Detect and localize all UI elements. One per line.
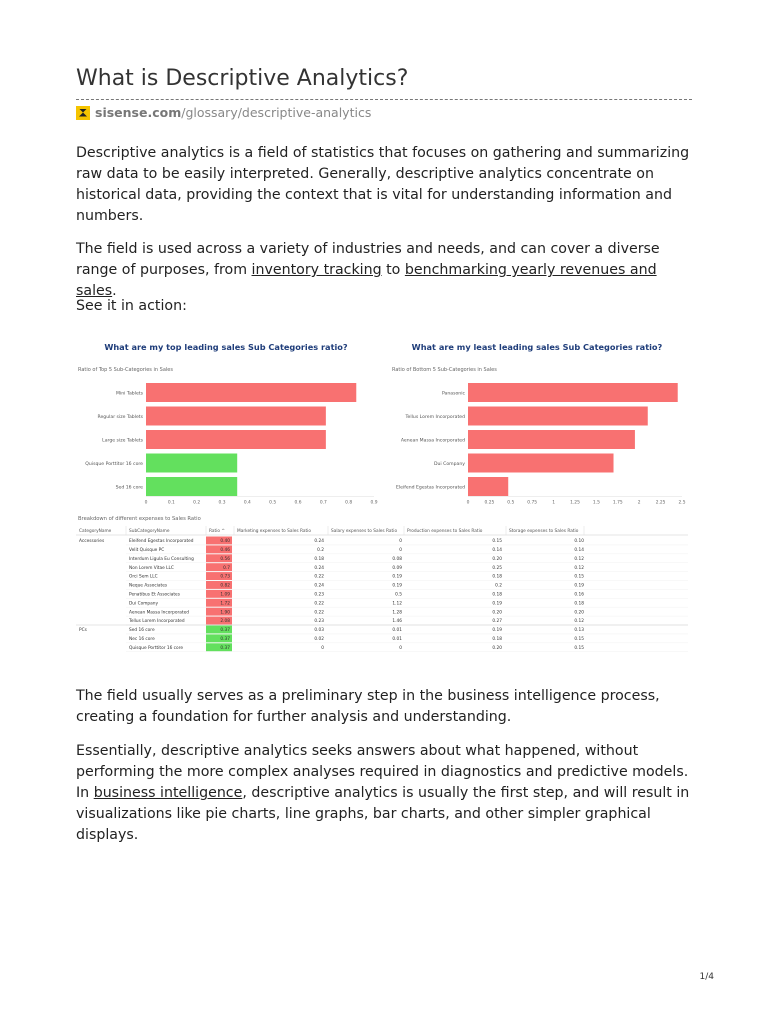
x-tick-label: 1.25 [570,500,580,506]
table-value-cell: 0.02 [314,636,324,642]
table-value-cell: 1.90 [220,610,230,616]
table-value-cell: 0 [399,547,402,553]
table-value-cell: 0.23 [314,592,324,598]
table-value-cell: 0.19 [492,601,502,607]
table-value-cell: 2.08 [220,619,230,625]
table-value-cell: 0.20 [492,645,502,651]
bar [146,430,326,449]
table-value-cell: 0.2 [317,547,324,553]
table-value-cell: 0.37 [220,645,230,651]
table-header-2: Ratio ^ [209,529,225,534]
bar [468,383,678,402]
table-value-cell: 0.22 [314,610,324,616]
bar-category-label: Large size Tablets [102,438,143,444]
bar-category-label: Dui Company [433,461,465,467]
bar [146,477,237,496]
x-tick-label: 0.3 [218,500,226,506]
bar [468,430,635,449]
table-value-cell: 0.25 [492,565,502,571]
table-value-cell: 0.19 [574,583,584,589]
x-tick-label: 1.5 [592,500,600,506]
x-tick-label: 0.2 [193,500,201,506]
x-tick-label: 0.8 [345,500,353,506]
table-value-cell: 0.22 [314,601,324,607]
table-value-cell: 0.24 [314,565,324,571]
chart-subtitle-least: Ratio of Bottom 5 Sub-Categories in Sales [392,367,497,373]
table-value-cell: 0.18 [314,556,324,562]
link-inventory-tracking[interactable]: inventory tracking [251,262,382,278]
bar [468,407,648,426]
table-value-cell: 0.24 [314,539,324,545]
table-value-cell: 0.15 [574,636,584,642]
table-value-cell: 0.73 [220,574,230,580]
paragraph-essentially [76,741,696,846]
bar [146,383,356,402]
table-value-cell: 0.23 [314,619,324,625]
table-subcategory-cell: Sed 16 core [129,628,155,634]
table-value-cell: 0.37 [220,628,230,634]
table-value-cell: 0.20 [492,610,502,616]
table-value-cell: 1.28 [392,610,402,616]
table-value-cell: 0 [399,645,402,651]
table-value-cell: 0.14 [492,547,502,553]
chart-title-top: What are my top leading sales Sub Categories ratio? [104,342,348,352]
x-tick-label: 2.5 [678,500,686,506]
table-subcategory-cell: Eleifend Egestas Incorporated [129,539,194,545]
table-subcategory-cell: Neque Associates [129,583,168,589]
table-value-cell: 1.46 [392,619,402,625]
table-value-cell: 0.56 [220,556,230,562]
bar-category-label: Aenean Massa Incorporated [400,438,465,444]
table-category-cell: Accessories [79,539,105,545]
bar-category-label: Sed 16 core [115,485,143,491]
page-title: What is Descriptive Analytics? [76,66,409,91]
table-value-cell: 0.22 [314,574,324,580]
table-value-cell: 0.24 [314,583,324,589]
paragraph-text: to [381,262,405,278]
x-tick-label: 1 [552,500,555,506]
table-value-cell: 0.12 [574,565,584,571]
table-value-cell: 0.40 [220,539,230,545]
x-tick-label: 0.5 [507,500,515,506]
table-value-cell: 0.7 [223,565,230,571]
x-tick-label: 0.1 [167,500,175,506]
table-subcategory-cell: Orci Sem LLC [129,574,158,580]
x-tick-label: 0.75 [527,500,538,506]
table-value-cell: 0.19 [492,628,502,634]
paragraph-text: . [112,283,117,299]
x-tick-label: 0.7 [319,500,327,506]
x-tick-label: 0.25 [484,500,495,506]
table-header-4: Salary expenses to Sales Ratio [331,529,398,534]
bar [468,454,614,473]
table-value-cell: 0.12 [574,619,584,625]
table-header-1: SubCategoryName [129,529,170,534]
table-header-3: Marketing expenses to Sales Ratio [237,529,311,534]
table-value-cell: 0.10 [574,539,584,545]
source-line [76,105,371,120]
table-value-cell: 0.2 [495,583,502,589]
table-subcategory-cell: Nec 16 core [129,636,155,642]
table-value-cell: 0.19 [392,574,402,580]
x-tick-label: 0.9 [370,500,378,506]
x-tick-label: 0 [144,500,148,506]
table-value-cell: 0.20 [574,610,584,616]
table-subcategory-cell: Quisque Porttitor 16 core [129,645,183,651]
chart-title-least: What are my least leading sales Sub Categories ratio? [411,342,663,352]
table-value-cell: 0.18 [492,592,502,598]
table-value-cell: 0.18 [492,636,502,642]
x-tick-label: 2 [637,500,641,506]
table-title: Breakdown of different expenses to Sales Ratio [78,516,201,522]
paragraph-text: The field is used across a variety of industries and needs, and can cover a diverse range of purposes, from [76,241,660,278]
paragraph-uses [76,239,696,302]
table-subcategory-cell: Non Lorem Vitae LLC [129,565,174,571]
table-value-cell: 0.08 [392,556,402,562]
x-tick-label: 0 [466,500,470,506]
table-subcategory-cell: Penatibus Et Associates [129,592,180,598]
table-value-cell: 0.01 [392,636,402,642]
table-subcategory-cell: Velit Quisque PC [129,547,165,553]
table-value-cell: 0.14 [574,547,584,553]
paragraph-text: Essentially, descriptive analytics seeks answers about what happened, without performing the more complex analyses required in diagnostics and predictive models. In [76,743,689,801]
table-value-cell: 0.09 [392,565,402,571]
bar-category-label: Mini Tablets [116,391,143,397]
bar-category-label: Tellus Lorem Incorporated [405,414,465,420]
bar-category-label: Eleifend Egestas Incorporated [396,485,465,491]
table-value-cell: 0.15 [492,539,502,545]
x-tick-label: 1.75 [612,500,623,506]
x-tick-label: 0.5 [269,500,277,506]
table-value-cell: 0.46 [220,547,230,553]
table-subcategory-cell: Interdum Ligula Eu Consulting [129,556,194,562]
chart-subtitle-top: Ratio of Top 5 Sub-Categories in Sales [78,367,173,373]
paragraph-preliminary: The field usually serves as a preliminary step in the business intelligence process, creating a foundation for further analysis and understanding. [76,688,660,725]
page-number: 1/4 [699,972,714,982]
table-value-cell: 0 [321,645,324,651]
dashboard-figure [76,337,696,653]
table-value-cell: 0.5 [395,592,402,598]
paragraph-see-it: See it in action: [76,298,187,314]
table-header-6: Storage expenses to Sales Ratio [509,529,579,534]
table-value-cell: 0.18 [574,601,584,607]
table-value-cell: 0.16 [574,592,584,598]
table-value-cell: 0.03 [314,628,324,634]
sisense-logo-icon [76,106,90,120]
bar [468,477,508,496]
table-value-cell: 1.72 [220,601,230,607]
table-value-cell: 0.12 [574,556,584,562]
table-value-cell: 1.12 [392,601,402,607]
bar-category-label: Quisque Porttitor 16 core [85,461,143,467]
paragraph-text: , descriptive analytics is usually the first step, and will result in visualizations like pie charts, line graphs, bar charts, and other simpler graphical displays. [76,785,690,843]
x-tick-label: 0.4 [243,500,251,506]
table-category-cell: PCs [79,628,87,634]
table-value-cell: 0.18 [492,574,502,580]
table-value-cell: 0.15 [574,645,584,651]
table-value-cell: 0.27 [492,619,502,625]
table-header-5: Production expenses to Sales Ratio [407,529,483,534]
table-value-cell: 0.13 [574,628,584,634]
table-value-cell: 0.01 [392,628,402,634]
source-path[interactable]: /glossary/descriptive-analytics [181,105,372,120]
table-value-cell: 0.19 [392,583,402,589]
table-subcategory-cell: Tellus Lorem Incorporated [129,619,185,625]
link-business-intelligence[interactable]: business intelligence [93,785,243,801]
table-header-0: CategoryName [79,529,112,534]
table-value-cell: 0.15 [574,574,584,580]
table-value-cell: 0 [399,539,402,545]
bar [146,407,326,426]
source-host[interactable]: sisense.com [95,105,182,120]
table-subcategory-cell: Aenean Massa Incorporated [129,610,189,616]
paragraph-intro: Descriptive analytics is a field of statistics that focuses on gathering and summarizing raw data to be easily interpreted. Generally, descriptive analytics concentrate on historical data, providing the context that is vital for understanding information and numbers. [76,145,690,224]
table-value-cell: 0.37 [220,636,230,642]
table-value-cell: 0.20 [492,556,502,562]
table-subcategory-cell: Dui Company [129,601,159,607]
x-tick-label: 2.25 [655,500,666,506]
link-benchmarking[interactable]: benchmarking yearly revenues and sales [76,262,657,299]
bar [146,454,237,473]
table-value-cell: 0.82 [220,583,230,589]
bar-category-label: Regular size Tablets [97,414,143,420]
bar-category-label: Panasonic [441,391,465,397]
x-tick-label: 0.6 [294,500,302,506]
table-value-cell: 1.09 [220,592,230,598]
title-divider [76,99,692,100]
